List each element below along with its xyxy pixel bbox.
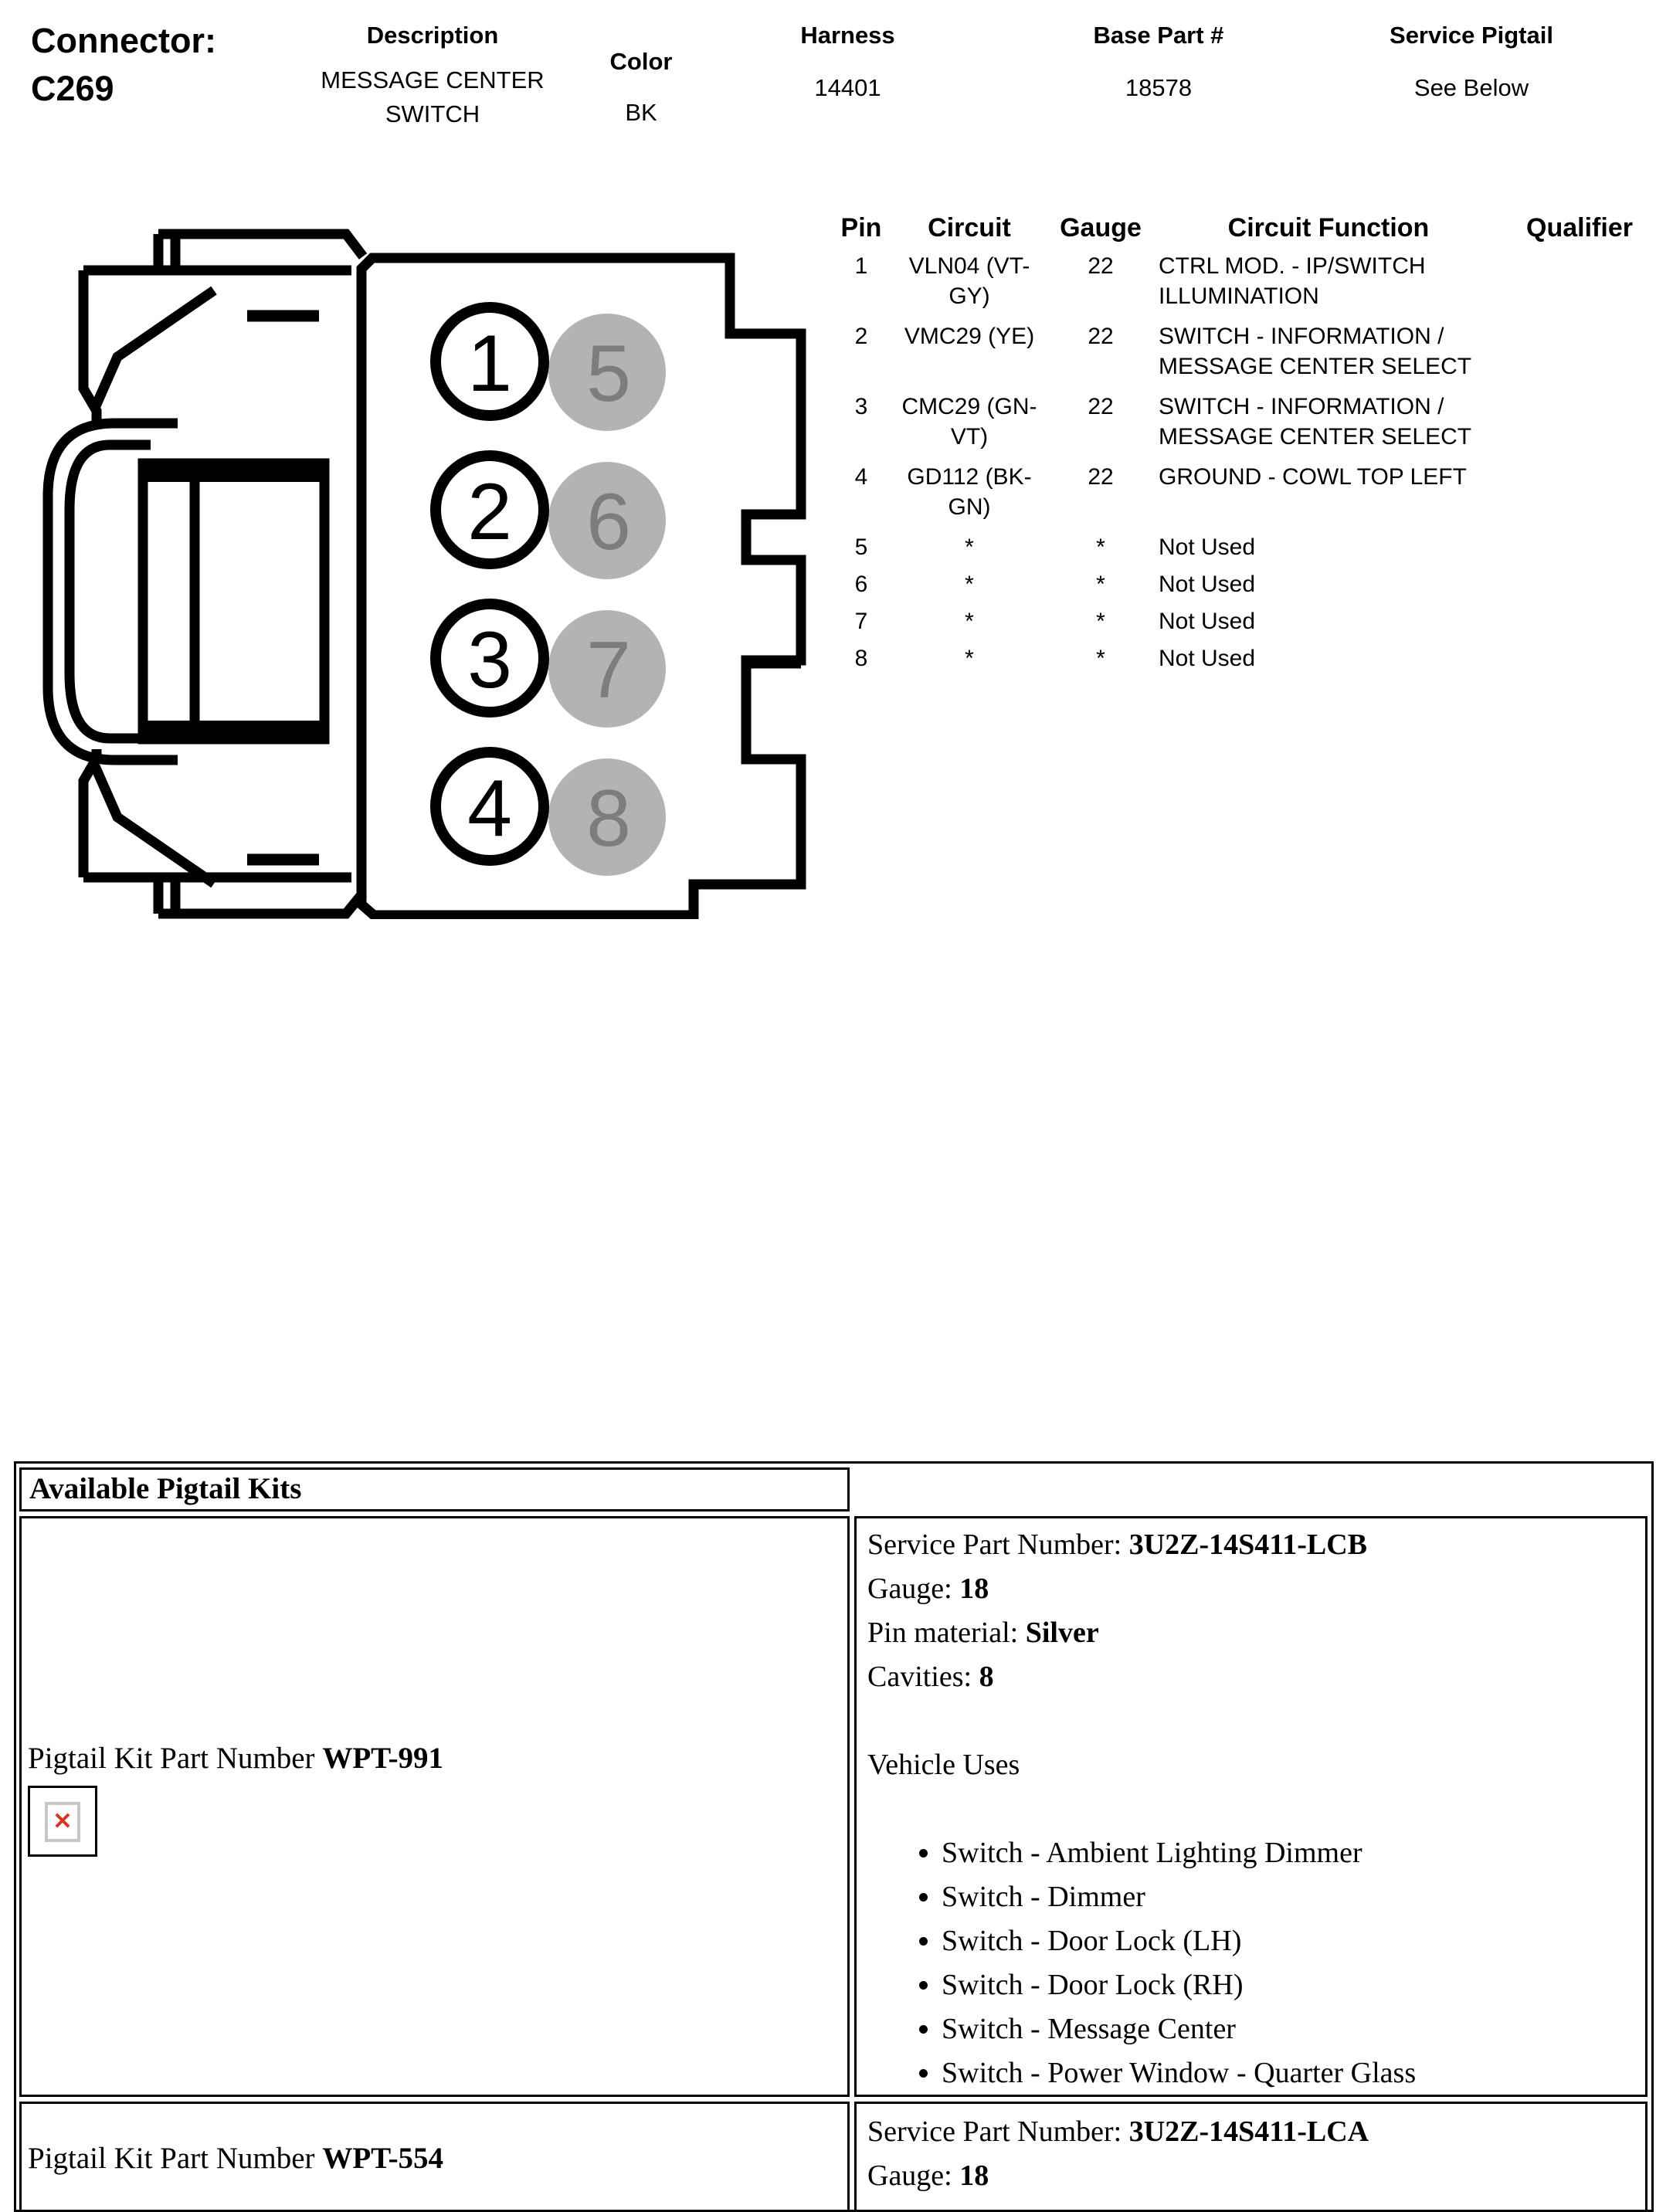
pin7-number: 7 [586, 626, 631, 715]
qualifier-cell [1506, 532, 1653, 569]
kit1-details-cell [854, 1516, 1648, 2097]
pin-cell: 3 [854, 394, 868, 419]
pigtail-kits-title: Available Pigtail Kits [29, 1472, 302, 1505]
circuit-cell: CMC29 (GN-VT) [901, 394, 1037, 450]
pin3-number: 3 [467, 616, 512, 705]
pin-material-label: Pin material: [867, 1617, 1019, 1649]
kit1-number-cell [19, 1516, 850, 2097]
description-value: MESSAGE CENTER SWITCH [321, 66, 545, 127]
header-col-color [575, 46, 707, 130]
kit2-service-part-line [867, 2110, 1645, 2154]
function-cell: GROUND - COWL TOP LEFT [1159, 464, 1467, 490]
kit1-service-part-line [867, 1523, 1645, 1567]
service-pigtail-value: See Below [1413, 74, 1529, 101]
kit1-pin-material-line [867, 1611, 1645, 1655]
gauge-cell: 22 [1088, 324, 1114, 349]
kit1-number: WPT-991 [322, 1742, 444, 1775]
table-row [834, 462, 1653, 532]
pin-header: Pin [840, 213, 882, 243]
gauge-cell: * [1096, 646, 1105, 671]
header-col-description [309, 20, 556, 131]
harness-value: 14401 [814, 74, 881, 101]
table-row [834, 321, 1653, 392]
gauge-label: Gauge: [867, 2159, 952, 2192]
cavities-label: Cavities: [867, 1661, 972, 1693]
connector-id: C269 [31, 69, 114, 108]
function-cell: Not Used [1159, 534, 1256, 560]
header-col-service-pigtail [1359, 20, 1583, 105]
circuit-header: Circuit [928, 213, 1011, 243]
service-pigtail-label: Service Pigtail [1390, 22, 1553, 49]
table-row [834, 606, 1653, 643]
gauge-cell: * [1096, 572, 1105, 597]
list-item: • Switch - Dimmer [942, 1875, 1645, 1919]
cavities-value: 8 [979, 1661, 994, 1693]
service-part-label: Service Part Number: [867, 1528, 1122, 1561]
broken-image-frame [45, 1802, 80, 1842]
pin-cell: 1 [854, 253, 868, 279]
table-row [834, 643, 1653, 680]
circuit-cell: * [965, 534, 974, 560]
gauge-cell: 22 [1088, 394, 1114, 419]
gauge-cell: 22 [1088, 253, 1114, 279]
function-cell: SWITCH - INFORMATION / MESSAGE CENTER SELECT [1159, 394, 1472, 450]
qualifier-cell [1506, 462, 1653, 532]
kit2-label: Pigtail Kit Part Number [28, 2142, 315, 2175]
kit2-gauge-line [867, 2154, 1645, 2198]
qualifier-cell [1506, 643, 1653, 680]
gauge-label: Gauge: [867, 1572, 952, 1605]
pin-cell: 2 [854, 324, 868, 349]
connector-face-drawing [23, 209, 826, 919]
pin5-number: 5 [586, 329, 631, 419]
pin4-number: 4 [467, 764, 512, 853]
gauge-value: 18 [959, 2159, 989, 2192]
pin-cell: 6 [854, 572, 868, 597]
pin2-number: 2 [467, 467, 512, 557]
circuit-cell: * [965, 609, 974, 634]
qualifier-cell [1506, 321, 1653, 392]
function-cell: Not Used [1159, 646, 1256, 671]
pin-cell: 4 [854, 464, 868, 490]
pin-table-header-row [834, 213, 1653, 251]
pin-material-value: Silver [1025, 1617, 1099, 1649]
pin-cell: 8 [854, 646, 868, 671]
list-item: • Switch - Message Center [942, 2007, 1645, 2051]
base-part-value: 18578 [1125, 74, 1193, 101]
pin1-number: 1 [467, 319, 512, 409]
service-part-number: 3U2Z-14S411-LCA [1128, 2115, 1369, 2148]
gauge-cell: * [1096, 534, 1105, 560]
header-col-base-part [1054, 20, 1263, 105]
broken-image-placeholder [28, 1786, 97, 1857]
vehicle-uses-list [914, 1831, 1645, 2095]
qualifier-cell [1506, 569, 1653, 606]
broken-image-icon: ✕ [53, 1809, 73, 1834]
kit1-part-number-line [28, 1741, 443, 1776]
gauge-cell: 22 [1088, 464, 1114, 490]
kit2-number-cell [19, 2102, 850, 2212]
circuit-cell: VLN04 (VT-GY) [908, 253, 1030, 309]
circuit-cell: * [965, 646, 974, 671]
kit2-number: WPT-554 [322, 2142, 444, 2175]
table-row [834, 392, 1653, 462]
gauge-cell: * [1096, 609, 1105, 634]
table-row [834, 251, 1653, 321]
table-row [834, 569, 1653, 606]
pin-cell: 5 [854, 534, 868, 560]
vehicle-uses-title: Vehicle Uses [867, 1749, 1020, 1781]
color-label: Color [609, 48, 673, 75]
service-part-label: Service Part Number: [867, 2115, 1122, 2148]
function-cell: Not Used [1159, 609, 1256, 634]
gauge-header: Gauge [1060, 213, 1142, 243]
connector-side-profile [48, 234, 363, 914]
kit1-gauge-line [867, 1567, 1645, 1611]
kit2-details-cell [854, 2102, 1648, 2212]
kit1-cavities-line [867, 1655, 1645, 1699]
description-label: Description [366, 22, 499, 49]
connector-label: Connector: [31, 21, 216, 60]
function-cell: Not Used [1159, 572, 1256, 597]
pigtail-kits-title-cell [19, 1467, 850, 1511]
base-part-label: Base Part # [1093, 22, 1224, 49]
gauge-value: 18 [959, 1572, 989, 1605]
circuit-cell: GD112 (BK-GN) [907, 464, 1032, 520]
pin-table [834, 213, 1653, 680]
color-value: BK [625, 99, 657, 126]
table-row [834, 532, 1653, 569]
list-item: • Switch - Door Lock (RH) [942, 1963, 1645, 2007]
qualifier-header: Qualifier [1526, 213, 1633, 243]
list-item: • Switch - Power Window - Quarter Glass [942, 2051, 1645, 2095]
connector-diagram [23, 209, 826, 919]
list-item: • Switch - Door Lock (LH) [942, 1919, 1645, 1963]
pin6-number: 6 [586, 477, 631, 567]
function-cell: CTRL MOD. - IP/SWITCH ILLUMINATION [1159, 253, 1426, 309]
circuit-cell: VMC29 (YE) [904, 324, 1035, 349]
kit2-part-number-line [28, 2141, 443, 2176]
header-col-harness [765, 20, 931, 105]
circuit-function-header: Circuit Function [1227, 213, 1430, 243]
kit1-label: Pigtail Kit Part Number [28, 1742, 315, 1775]
harness-label: Harness [800, 22, 895, 49]
connector-title [31, 17, 216, 113]
circuit-cell: * [965, 572, 974, 597]
pin-cell: 7 [854, 609, 868, 634]
function-cell: SWITCH - INFORMATION / MESSAGE CENTER SELECT [1159, 324, 1472, 379]
qualifier-cell [1506, 606, 1653, 643]
pin8-number: 8 [586, 774, 631, 863]
service-part-number: 3U2Z-14S411-LCB [1128, 1528, 1368, 1561]
qualifier-cell [1506, 392, 1653, 462]
pigtail-kits-table [14, 1461, 1654, 2212]
list-item: • Switch - Ambient Lighting Dimmer [942, 1831, 1645, 1875]
qualifier-cell [1506, 251, 1653, 321]
